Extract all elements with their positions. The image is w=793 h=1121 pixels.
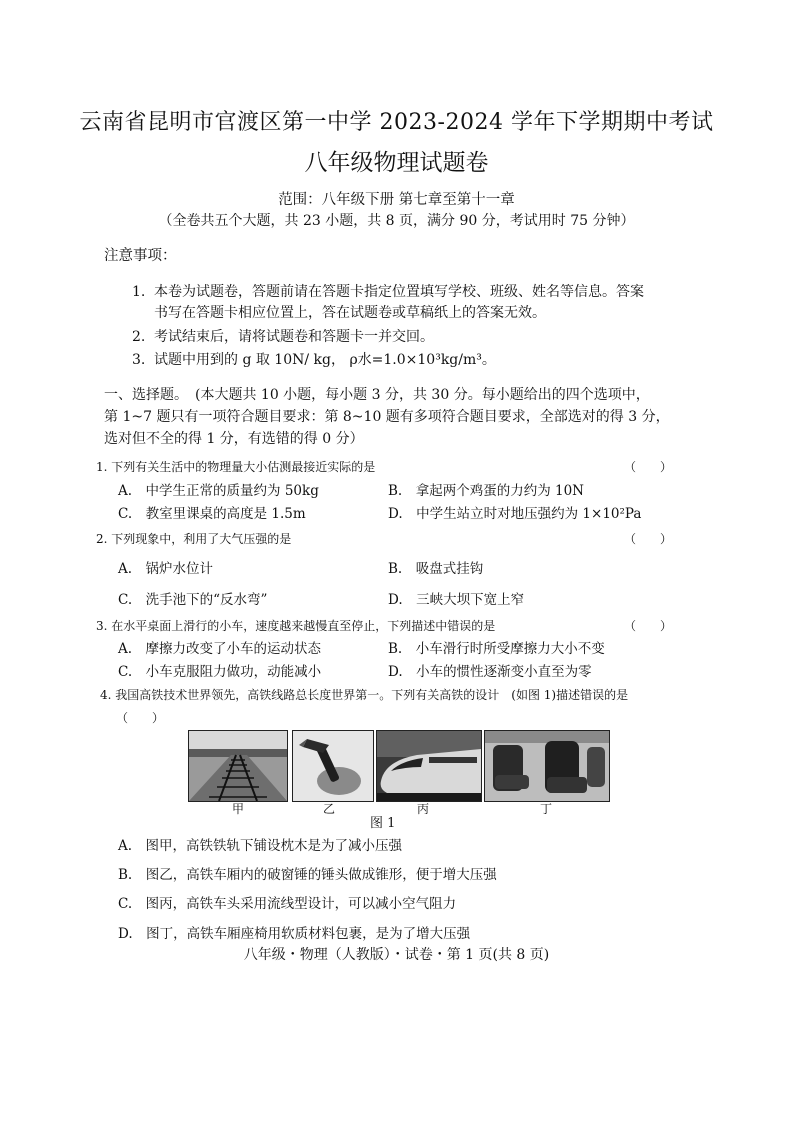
notes-title: 注意事项： — [104, 248, 177, 264]
option: C. 洗手池下的“反水弯” — [118, 592, 268, 608]
option: A. 图甲，高铁铁轨下铺设枕木是为了减小压强 — [118, 838, 403, 854]
note-item — [132, 350, 496, 371]
answer-bracket: （ ） — [116, 711, 165, 725]
answer-bracket: （ ） — [624, 532, 673, 546]
note-text: 本卷为试题卷，答题前请在答题卡指定位置填写学校、班级、姓名等信息。答案 — [154, 284, 644, 300]
option: A. 中学生正常的质量约为 50kg — [118, 483, 319, 499]
figure-caption-ding: 丁 — [540, 802, 553, 816]
note-item — [132, 282, 644, 303]
section-instructions: 第 1~7 题只有一项符合题目要求：第 8~10 题有多项符合题目要求，全部选对的得 3 分， — [104, 409, 670, 425]
option: C. 教室里课桌的高度是 1.5m — [118, 506, 306, 522]
railway-track-image — [188, 730, 288, 802]
section-heading: 一、选择题。 (本大题共 10 小题，每小题 3 分，共 30 分。每小题给出的四个选项中， — [104, 387, 650, 403]
figure-1 — [188, 730, 608, 800]
high-speed-train-image — [376, 730, 482, 802]
exam-title: 云南省昆明市官渡区第一中学 2023-2024 学年下学期期中考试 — [79, 110, 714, 135]
option: C. 图丙，高铁车头采用流线型设计，可以减小空气阻力 — [118, 896, 457, 912]
note-number: 2. — [132, 329, 146, 345]
note-number: 1. — [132, 284, 146, 300]
section-instructions: 选对但不全的得 1 分，有选错的得 0 分） — [104, 431, 364, 447]
option: D. 图丁，高铁车厢座椅用软质材料包裹，是为了增大压强 — [118, 926, 471, 942]
note-text: 考试结束后，请将试题卷和答题卡一并交回。 — [154, 329, 434, 345]
note-item — [132, 327, 434, 348]
figure-caption-yi: 乙 — [323, 802, 336, 816]
exam-subtitle: 八年级物理试题卷 — [304, 150, 489, 176]
answer-bracket: （ ） — [624, 619, 673, 633]
figure-label: 图 1 — [370, 816, 396, 831]
option: B. 图乙，高铁车厢内的破窗锤的锤头做成锥形，便于增大压强 — [118, 867, 497, 883]
exam-scope: 范围：八年级下册 第七章至第十一章 — [278, 192, 515, 208]
option: B. 小车滑行时所受摩擦力大小不变 — [388, 641, 605, 657]
option: D. 中学生站立时对地压强约为 1×10²Pa — [388, 506, 642, 522]
question-stem: 2. 下列现象中，利用了大气压强的是 — [96, 532, 292, 546]
option: B. 拿起两个鸡蛋的力约为 10N — [388, 483, 584, 499]
exam-info: （全卷共五个大题，共 23 小题，共 8 页，满分 90 分，考试用时 75 分钟） — [158, 213, 635, 229]
option: D. 小车的惯性逐渐变小直至为零 — [388, 664, 592, 680]
safety-hammer-image — [292, 730, 374, 802]
option: D. 三峡大坝下宽上窄 — [388, 592, 525, 608]
figure-caption-jia: 甲 — [232, 802, 245, 816]
option: B. 吸盘式挂钩 — [388, 561, 484, 577]
option: A. 摩擦力改变了小车的运动状态 — [118, 641, 322, 657]
note-text: 试题中用到的 g 取 10N/ kg， ρ水=1.0×10³kg/m³。 — [154, 352, 496, 368]
train-seat-image — [484, 730, 610, 802]
note-number: 3. — [132, 352, 146, 368]
figure-caption-bing: 丙 — [417, 802, 430, 816]
page-footer: 八年级・物理（人教版）・试卷・第 1 页(共 8 页) — [243, 947, 550, 963]
option: C. 小车克服阻力做功，动能减小 — [118, 664, 322, 680]
question-stem: 1. 下列有关生活中的物理量大小估测最接近实际的是 — [96, 460, 376, 474]
option: A. 锅炉水位计 — [118, 561, 214, 577]
question-stem: 3. 在水平桌面上滑行的小车，速度越来越慢直至停止，下列描述中错误的是 — [96, 619, 496, 633]
question-stem: 4. 我国高铁技术世界领先，高铁线路总长度世界第一。下列有关高铁的设计 (如图 1)描述错误的是 — [100, 688, 629, 702]
note-text-continued: 书写在答题卡相应位置上，答在试题卷或草稿纸上的答案无效。 — [154, 305, 546, 321]
answer-bracket: （ ） — [624, 460, 673, 474]
